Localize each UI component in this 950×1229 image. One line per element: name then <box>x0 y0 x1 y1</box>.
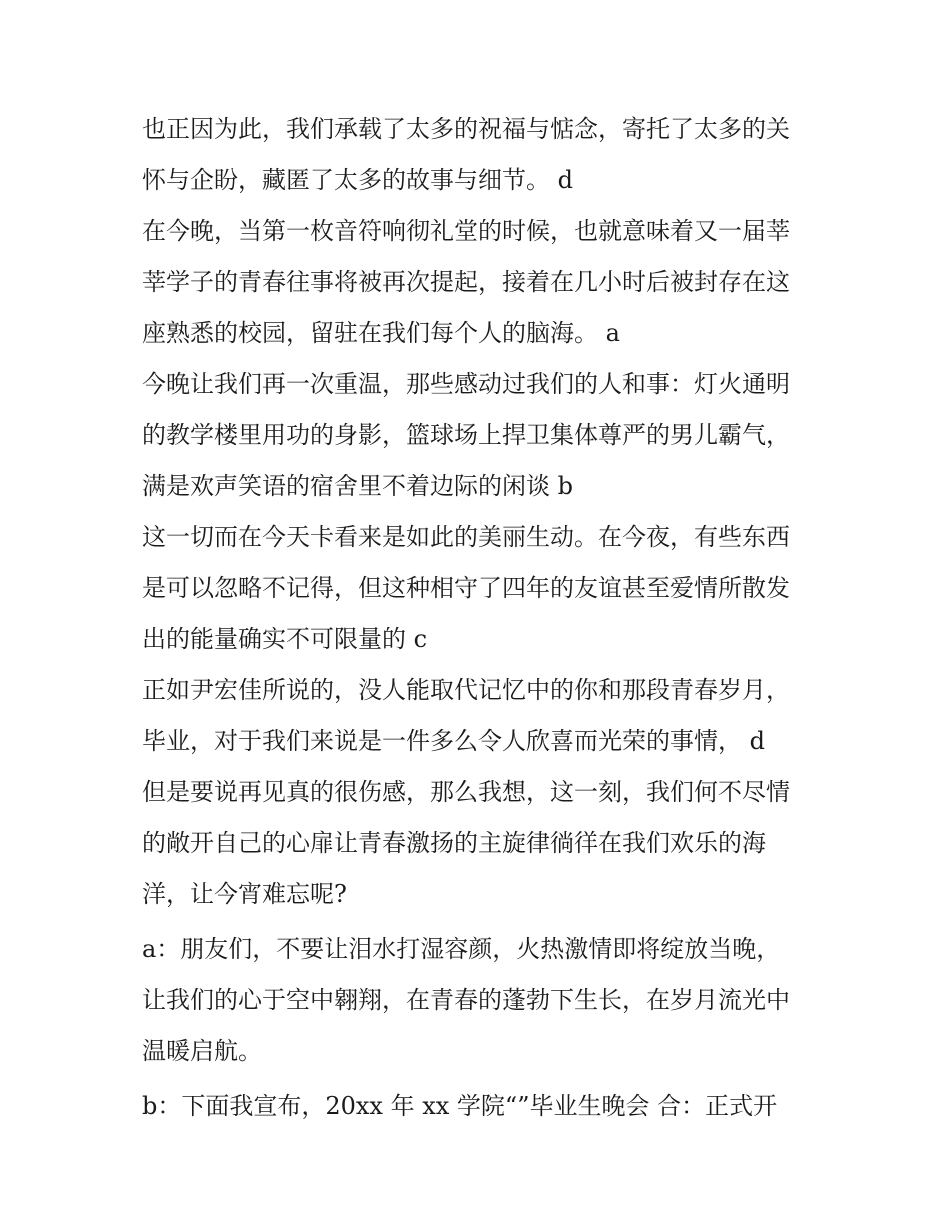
text-line: 满是欢声笑语的宿舍里不着边际的闲谈 b <box>142 472 573 500</box>
text-line: 让我们的心于空中翱翔，在青春的蓬勃下生长，在岁月流光中 <box>142 986 790 1014</box>
text-line: 怀与企盼，藏匿了太多的故事与细节。 d <box>142 166 573 194</box>
text-line: 今晚让我们再一次重温，那些感动过我们的人和事：灯火通明 <box>142 370 790 398</box>
text-line: 的教学楼里用功的身影，篮球场上捍卫集体尊严的男儿霸气， <box>142 421 790 449</box>
text-line: b：下面我宣布，20xx 年 xx 学院“”毕业生晚会 合：正式开 <box>142 1092 778 1120</box>
text-line: 但是要说再见真的很伤感，那么我想，这一刻，我们何不尽情 <box>142 778 790 806</box>
text-line: 温暖启航。 <box>142 1037 262 1065</box>
text-line: 莘学子的青春往事将被再次提起，接着在几小时后被封存在这 <box>142 268 790 296</box>
text-line: 洋，让今宵难忘呢? <box>142 880 347 908</box>
text-line: 毕业，对于我们来说是一件多么令人欣喜而光荣的事情， d <box>142 727 765 755</box>
text-line: 也正因为此，我们承载了太多的祝福与惦念，寄托了太多的关 <box>142 115 790 143</box>
paragraph <box>142 1081 822 1132</box>
text-line: 出的能量确实不可限量的 c <box>142 625 428 653</box>
paragraph <box>142 665 822 767</box>
text-line: 这一切而在今天卡看来是如此的美丽生动。在今夜，有些东西 <box>142 523 790 551</box>
text-line: 的敞开自己的心扉让青春激扬的主旋律徜徉在我们欢乐的海 <box>142 829 766 857</box>
text-line: 是可以忽略不记得，但这种相守了四年的友谊甚至爱情所散发 <box>142 574 790 602</box>
text-line: 正如尹宏佳所说的，没人能取代记忆中的你和那段青春岁月， <box>142 676 790 704</box>
document-body <box>142 104 822 1132</box>
paragraph <box>142 512 822 665</box>
text-line: a：朋友们，不要让泪水打湿容颜，火热激情即将绽放当晚， <box>142 935 781 963</box>
paragraph <box>142 924 822 1077</box>
paragraph <box>142 206 822 359</box>
paragraph <box>142 359 822 512</box>
paragraph <box>142 767 822 920</box>
paragraph <box>142 104 822 206</box>
text-line: 座熟悉的校园，留驻在我们每个人的脑海。 a <box>142 319 620 347</box>
text-line: 在今晚，当第一枚音符响彻礼堂的时候，也就意味着又一届莘 <box>142 217 790 245</box>
